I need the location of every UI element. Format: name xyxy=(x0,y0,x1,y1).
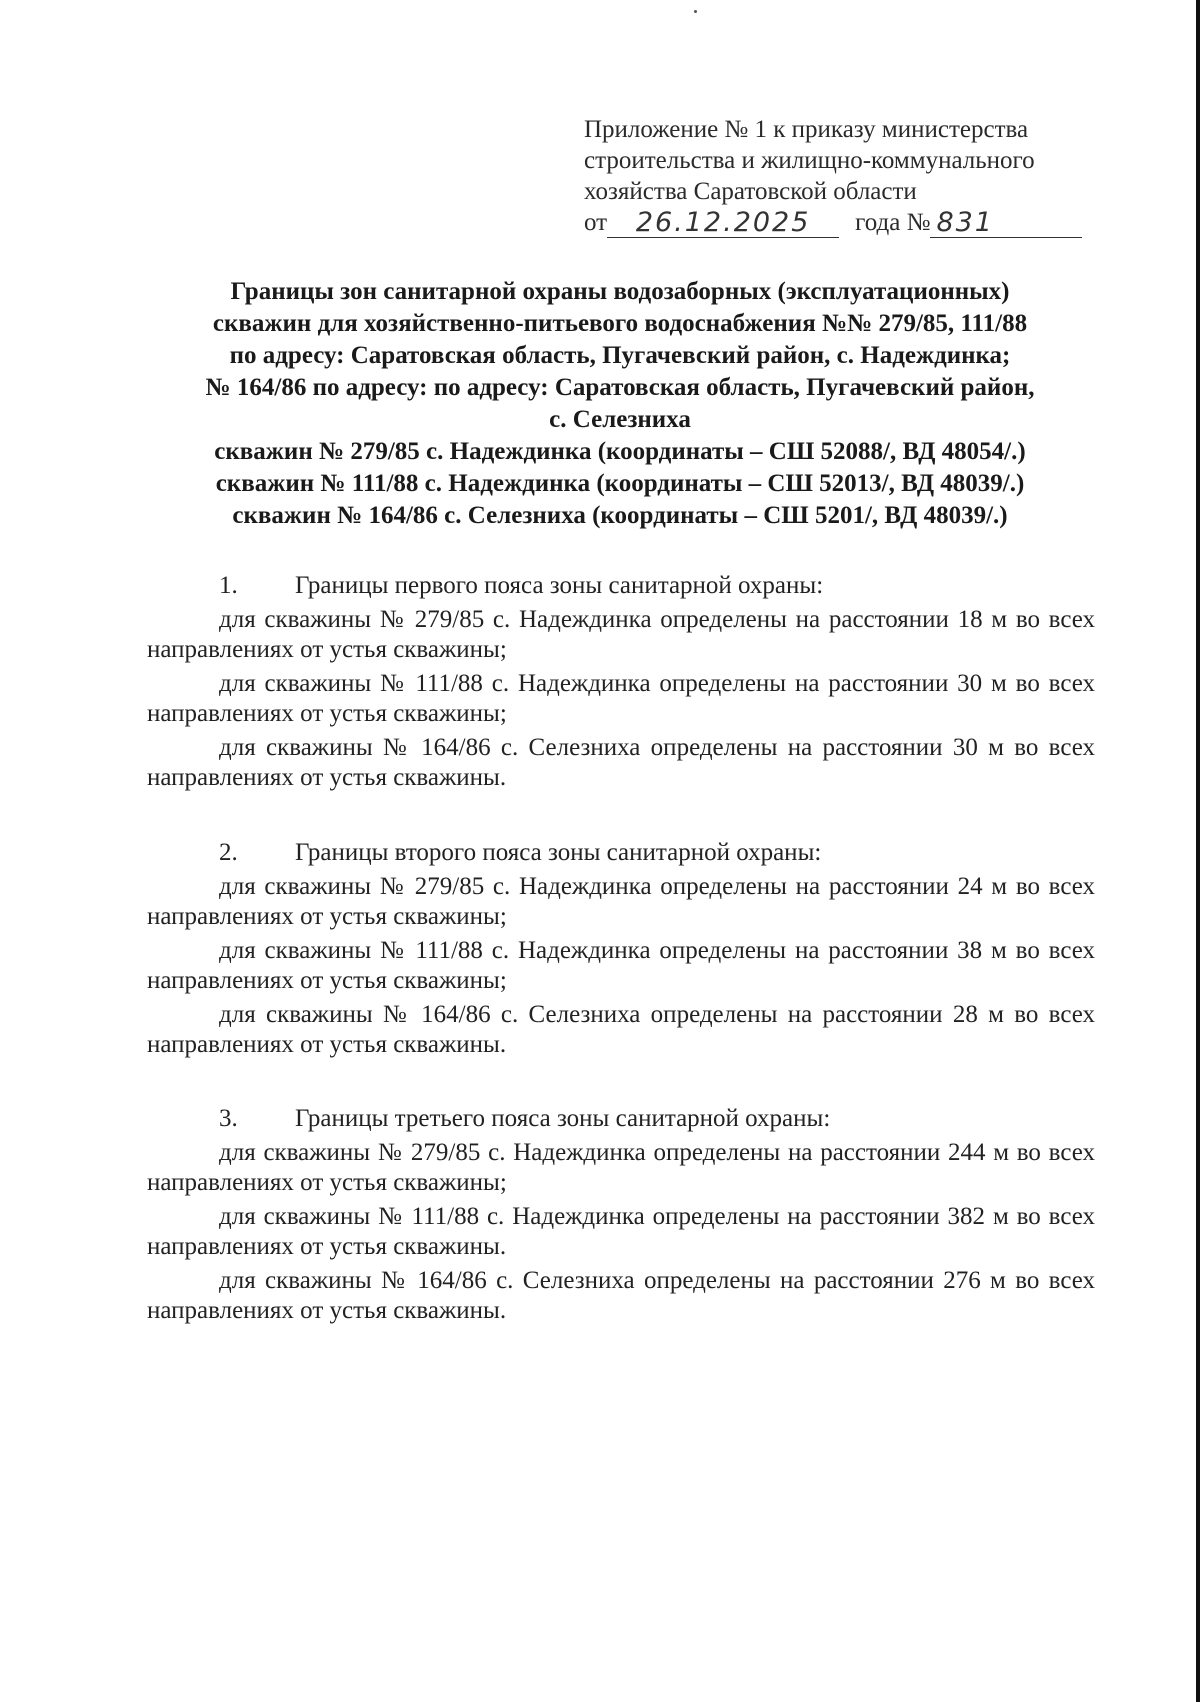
appendix-date-line xyxy=(584,207,1104,238)
section-item: для скважины № 164/86 с. Селезниха определены на расстоянии 28 м во всех направлениях от устья скважины. xyxy=(147,1001,1095,1058)
section-first-belt xyxy=(147,571,1095,793)
well-coordinates-1: скважин № 279/85 с. Надеждинка (координаты – СШ 52088/, ВД 48054/.) xyxy=(214,438,1026,465)
title-line-2: скважин для хозяйственно-питьевого водоснабжения №№ 279/85, 111/88 xyxy=(212,310,1028,337)
section-item: для скважины № 164/86 с. Селезниха определены на расстоянии 30 м во всех направлениях от устья скважины. xyxy=(147,734,1095,791)
section-heading-text: Границы третьего пояса зоны санитарной охраны: xyxy=(295,1105,831,1132)
well-coordinates-2: скважин № 111/88 с. Надеждинка (координаты – СШ 52013/, ВД 48039/.) xyxy=(215,470,1025,497)
document-title xyxy=(140,276,1100,532)
title-line-4: № 164/86 по адресу: по адресу: Саратовская область, Пугачевский район, xyxy=(205,374,1035,401)
title-line-5: с. Селезниха xyxy=(549,406,691,433)
section-heading-text: Границы первого пояса зоны санитарной охраны: xyxy=(295,572,824,599)
appendix-line-3: хозяйства Саратовской области xyxy=(584,178,917,205)
well-coordinates-3: скважин № 164/86 с. Селезниха (координаты – СШ 5201/, ВД 48039/.) xyxy=(232,502,1008,529)
order-number-label: года № xyxy=(855,209,931,236)
section-number: 2. xyxy=(219,839,238,866)
appendix-reference xyxy=(584,114,1104,238)
section-item: для скважины № 111/88 с. Надеждинка определены на расстоянии 382 м во всех направлениях от устья скважины. xyxy=(147,1203,1095,1260)
handwritten-date: 26.12.2025 xyxy=(607,209,839,238)
section-item: для скважины № 279/85 с. Надеждинка определены на расстоянии 24 м во всех направлениях от устья скважины; xyxy=(147,873,1095,930)
section-item: для скважины № 279/85 с. Надеждинка определены на расстоянии 18 м во всех направлениях от устья скважины; xyxy=(147,606,1095,663)
date-prefix: от xyxy=(584,209,608,236)
section-number: 3. xyxy=(219,1105,238,1132)
section-item: для скважины № 279/85 с. Надеждинка определены на расстоянии 244 м во всех направлениях от устья скважины; xyxy=(147,1139,1095,1196)
title-line-1: Границы зон санитарной охраны водозаборных (эксплуатационных) xyxy=(230,278,1010,305)
scan-edge xyxy=(1196,0,1200,1702)
section-third-belt xyxy=(147,1104,1095,1326)
handwritten-order-number: 831 xyxy=(930,209,1082,238)
section-item: для скважины № 111/88 с. Надеждинка определены на расстоянии 30 м во всех направлениях от устья скважины; xyxy=(147,670,1095,727)
section-heading-text: Границы второго пояса зоны санитарной охраны: xyxy=(295,839,822,866)
section-number: 1. xyxy=(219,572,238,599)
title-line-3: по адресу: Саратовская область, Пугачевский район, с. Надеждинка; xyxy=(229,342,1011,369)
section-heading xyxy=(147,1104,1095,1134)
section-item: для скважины № 164/86 с. Селезниха определены на расстоянии 276 м во всех направлениях от устья скважины. xyxy=(147,1267,1095,1324)
section-item: для скважины № 111/88 с. Надеждинка определены на расстоянии 38 м во всех направлениях от устья скважины; xyxy=(147,937,1095,994)
scan-speck xyxy=(694,10,697,13)
appendix-line-1: Приложение № 1 к приказу министерства xyxy=(584,116,1029,143)
section-second-belt xyxy=(147,838,1095,1060)
section-heading xyxy=(147,838,1095,868)
section-heading xyxy=(147,571,1095,601)
appendix-line-2: строительства и жилищно-коммунального xyxy=(584,147,1035,174)
